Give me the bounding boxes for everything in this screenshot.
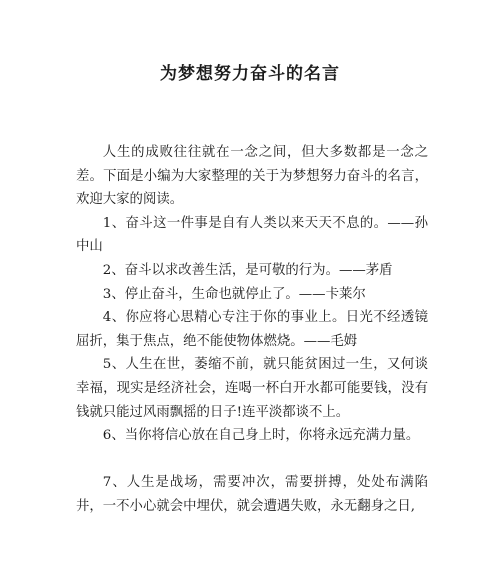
quote-paragraph: 6、当你将信心放在自己身上时，你将永远充满力量。	[102, 428, 420, 444]
quote-paragraph: 3、停止奋斗，生命也就停止了。——卡莱尔	[102, 286, 366, 302]
document-body	[76, 141, 428, 519]
quote-paragraph: 7、人生是战场，需要冲次，需要拼搏，处处布满陷井，一不小心就会中埋伏，就会遭遇失败，永无翻身之日,	[76, 475, 428, 514]
quote-paragraph: 1、奋斗这一件事是自有人类以来天天不息的。——孙中山	[76, 215, 428, 255]
quote-paragraph: 4、你应将心思精心专注于你的事业上。日光不经透镜屈折，集于焦点，绝不能使物体燃烧。——毛姆	[76, 310, 428, 349]
paragraph-gap	[76, 448, 428, 472]
document-title: 为梦想努力奋斗的名言	[160, 64, 340, 84]
quote-paragraph: 5、人生在世，萎缩不前，就只能贫困过一生，又何谈幸福，现实是经济社会，连喝一杯白开水都可能要钱，没有钱就只能过风雨飘摇的日子!连平淡都谈不上。	[76, 357, 428, 420]
quote-paragraph: 2、奋斗以求改善生活，是可敬的行为。——茅盾	[102, 262, 393, 278]
intro-paragraph: 人生的成败往往就在一念之间，但大多数都是一念之差。下面是小编为大家整理的关于为梦想努力奋斗的名言，欢迎大家的阅读。	[76, 145, 428, 208]
